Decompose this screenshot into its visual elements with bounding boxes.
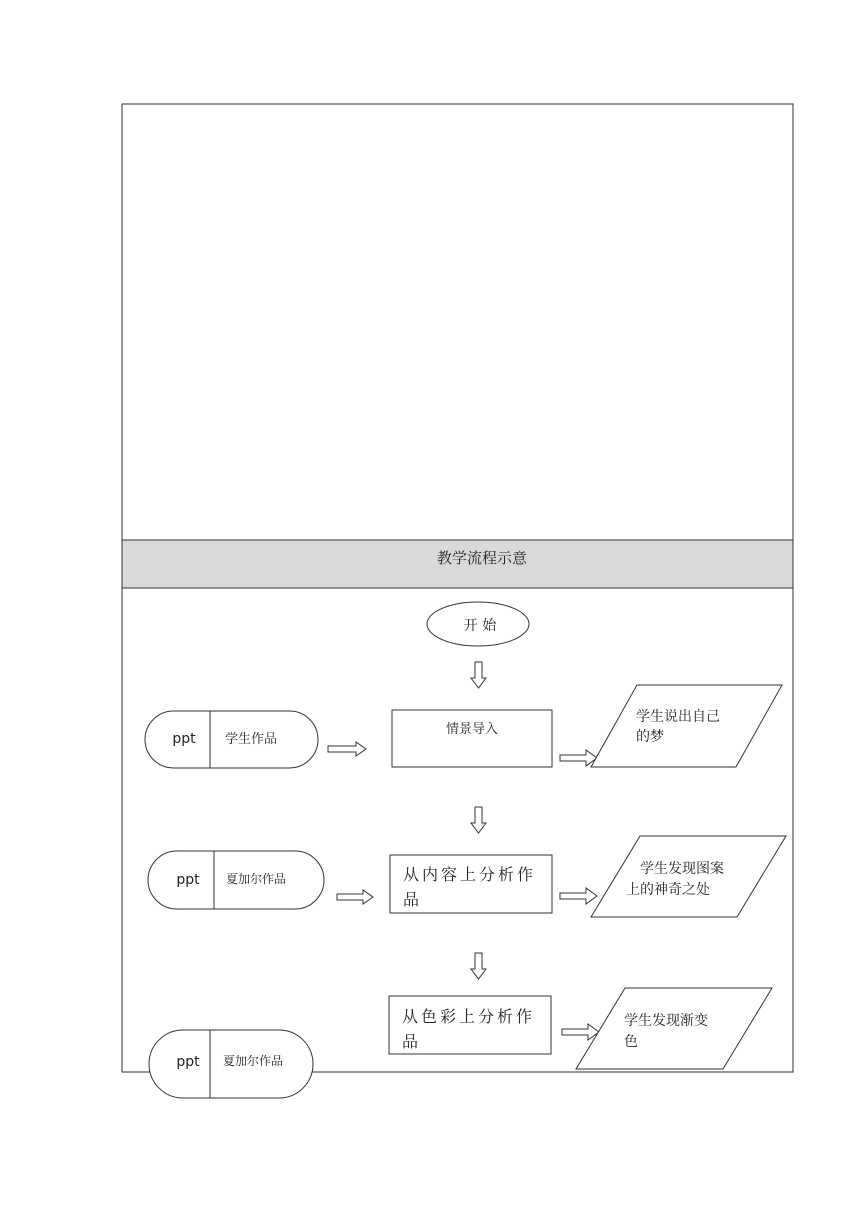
media-capsule-3: [149, 1030, 313, 1098]
section-title: 教学流程示意: [436, 549, 528, 567]
outcome-3-line1: 学生发现渐变: [624, 1013, 708, 1029]
media-label-3: 夏加尔作品: [222, 1054, 284, 1068]
process-3-line2: 品: [402, 1032, 419, 1051]
media-tag-2: ppt: [176, 872, 200, 888]
media-tag-3: ppt: [176, 1054, 200, 1070]
row-2: [148, 836, 786, 917]
right-arrow-2a: [337, 890, 373, 904]
row-1: [145, 685, 782, 768]
outcome-3-line2: 色: [624, 1034, 638, 1050]
outcome-parallelogram-1: [591, 685, 782, 767]
media-capsule-2: [148, 851, 324, 909]
process-2-line1: 从内容上分析作: [403, 865, 537, 884]
right-arrow-3: [562, 1024, 599, 1040]
down-arrow-2: [471, 807, 486, 833]
right-arrow-2b: [560, 888, 597, 904]
process-box-1: [392, 710, 552, 767]
outcome-1-line2: 的梦: [636, 729, 664, 745]
row-3: [149, 988, 772, 1098]
media-tag-1: ppt: [172, 731, 196, 747]
process-3-line1: 从色彩上分析作: [402, 1007, 536, 1026]
outcome-2-line2: 上的神奇之处: [626, 882, 710, 898]
start-label: 开 始: [463, 618, 497, 634]
outcome-2-line1: 学生发现图案: [640, 861, 724, 877]
right-arrow-1a: [328, 742, 366, 756]
process-2-line2: 品: [403, 890, 420, 909]
right-arrow-1b: [560, 750, 597, 766]
outcome-1-line1: 学生说出自己: [636, 709, 720, 725]
down-arrow-1: [471, 662, 486, 688]
media-capsule-1: [145, 711, 318, 768]
media-label-1: 学生作品: [224, 732, 278, 747]
process-label-1: 情景导入: [445, 722, 499, 737]
down-arrow-3: [471, 953, 486, 979]
media-label-2: 夏加尔作品: [225, 872, 287, 886]
